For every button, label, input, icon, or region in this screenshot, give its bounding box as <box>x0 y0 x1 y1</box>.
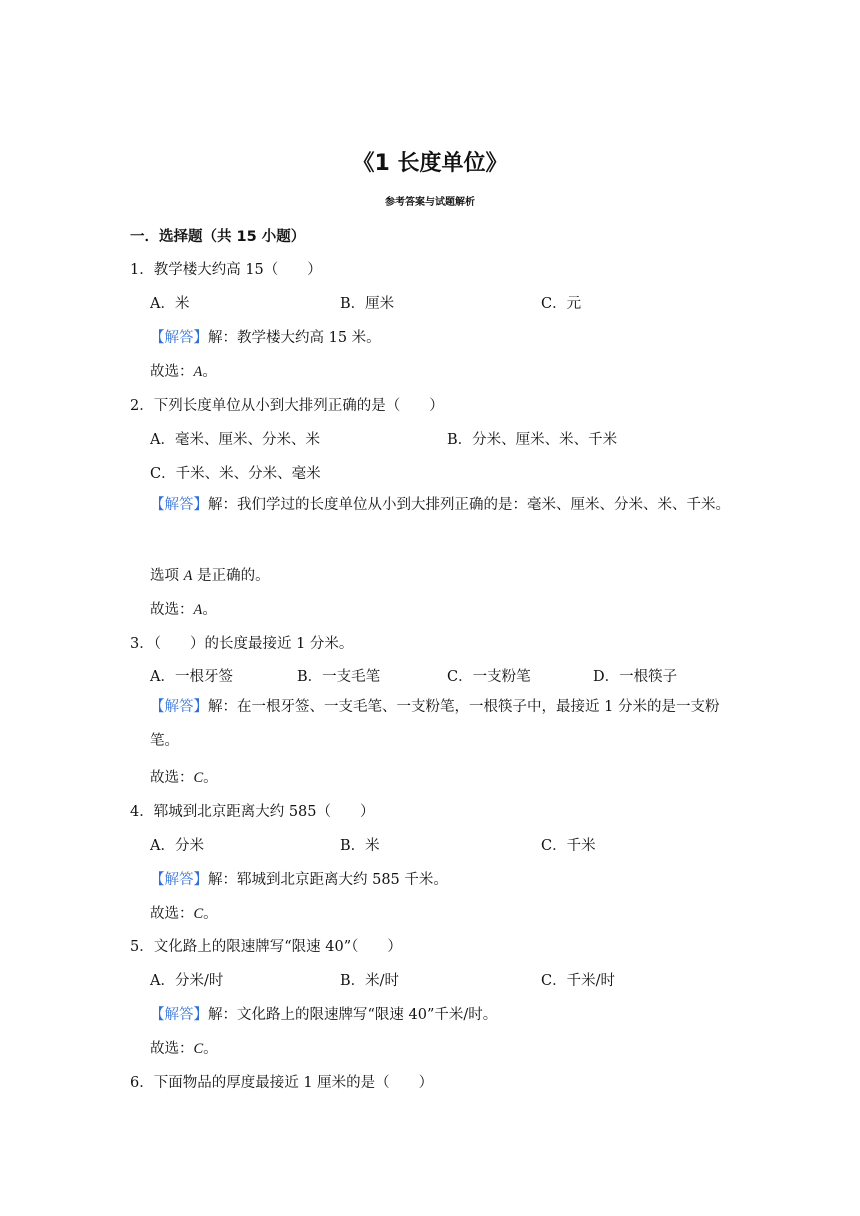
answer-text: 解：在一根牙签、一支毛笔、一支粉笔，一根筷子中，最接近 1 分米的是一支粉笔。 <box>150 699 720 749</box>
question-2-option-c: C．千米、米、分米、毫米 <box>150 466 321 482</box>
document-title: 《1 长度单位》 <box>352 151 508 176</box>
question-2-extra <box>150 564 270 585</box>
question-5-option-c: C．千米/时 <box>541 973 615 989</box>
question-3-option-c: C．一支粉笔 <box>447 669 531 685</box>
choice-letter: C <box>193 906 204 922</box>
question-2-stem: 2．下列长度单位从小到大排列正确的是（ ） <box>130 398 444 414</box>
choice-suffix: 。 <box>203 1041 218 1057</box>
question-5-choice <box>150 1037 218 1058</box>
choice-prefix: 故选： <box>150 364 194 380</box>
question-1-stem: 1．教学楼大约高 15（ ） <box>130 262 322 278</box>
choice-letter: C <box>193 1041 204 1057</box>
question-2-choice <box>150 598 217 619</box>
question-4-option-c: C．千米 <box>541 838 596 854</box>
document-subtitle: 参考答案与试题解析 <box>385 197 475 208</box>
answer-tag: 【解答】 <box>150 1007 208 1023</box>
question-2-option-b: B．分米、厘米、米、千米 <box>447 432 618 448</box>
extra-prefix: 选项 <box>150 568 184 584</box>
question-4-option-a: A．分米 <box>150 838 204 854</box>
question-6-stem: 6．下面物品的厚度最接近 1 厘米的是（ ） <box>130 1075 434 1091</box>
choice-letter: A <box>193 602 203 618</box>
choice-suffix: 。 <box>202 602 217 618</box>
choice-prefix: 故选： <box>150 906 194 922</box>
answer-text: 解：我们学过的长度单位从小到大排列正确的是：毫米、厘米、分米、米、千米。 <box>208 497 730 513</box>
choice-letter: C <box>193 770 204 786</box>
question-4-choice <box>150 902 218 923</box>
question-3-stem: 3．（ ）的长度最接近 1 分米。 <box>130 636 354 652</box>
question-1-option-a: A．米 <box>150 296 190 312</box>
question-5-stem: 5．文化路上的限速牌写“限速 40”（ ） <box>130 939 402 955</box>
question-5-option-a: A．分米/时 <box>150 973 224 989</box>
question-1-answer <box>150 326 381 347</box>
answer-text: 解：郓城到北京距离大约 585 千米。 <box>208 872 448 888</box>
question-5-option-b: B．米/时 <box>340 973 400 989</box>
choice-prefix: 故选： <box>150 770 194 786</box>
answer-tag: 【解答】 <box>150 699 208 715</box>
choice-prefix: 故选： <box>150 1041 194 1057</box>
choice-letter: A <box>193 364 203 380</box>
section-heading: 一．选择题（共 15 小题） <box>130 229 306 245</box>
question-3-answer <box>150 690 740 758</box>
choice-prefix: 故选： <box>150 602 194 618</box>
question-4-answer <box>150 868 448 889</box>
question-4-option-b: B．米 <box>340 838 380 854</box>
question-3-option-d: D．一根筷子 <box>593 669 678 685</box>
answer-tag: 【解答】 <box>150 330 208 346</box>
answer-text: 解：教学楼大约高 15 米。 <box>208 330 381 346</box>
extra-choice-letter: A <box>183 568 193 584</box>
choice-suffix: 。 <box>203 770 218 786</box>
question-2-option-a: A．毫米、厘米、分米、米 <box>150 432 320 448</box>
extra-suffix: 是正确的。 <box>192 568 270 584</box>
question-4-stem: 4．郓城到北京距离大约 585（ ） <box>130 804 375 820</box>
choice-suffix: 。 <box>202 364 217 380</box>
answer-tag: 【解答】 <box>150 872 208 888</box>
question-3-option-a: A．一根牙签 <box>150 669 233 685</box>
answer-text: 解：文化路上的限速牌写“限速 40”千米/时。 <box>208 1007 498 1023</box>
question-3-choice <box>150 766 218 787</box>
question-5-answer <box>150 1003 497 1024</box>
question-1-option-c: C．元 <box>541 296 582 312</box>
question-1-option-b: B．厘米 <box>340 296 395 312</box>
answer-tag: 【解答】 <box>150 497 208 513</box>
question-2-answer <box>150 488 740 522</box>
question-1-choice <box>150 360 217 381</box>
choice-suffix: 。 <box>203 906 218 922</box>
question-3-option-b: B．一支毛笔 <box>297 669 381 685</box>
